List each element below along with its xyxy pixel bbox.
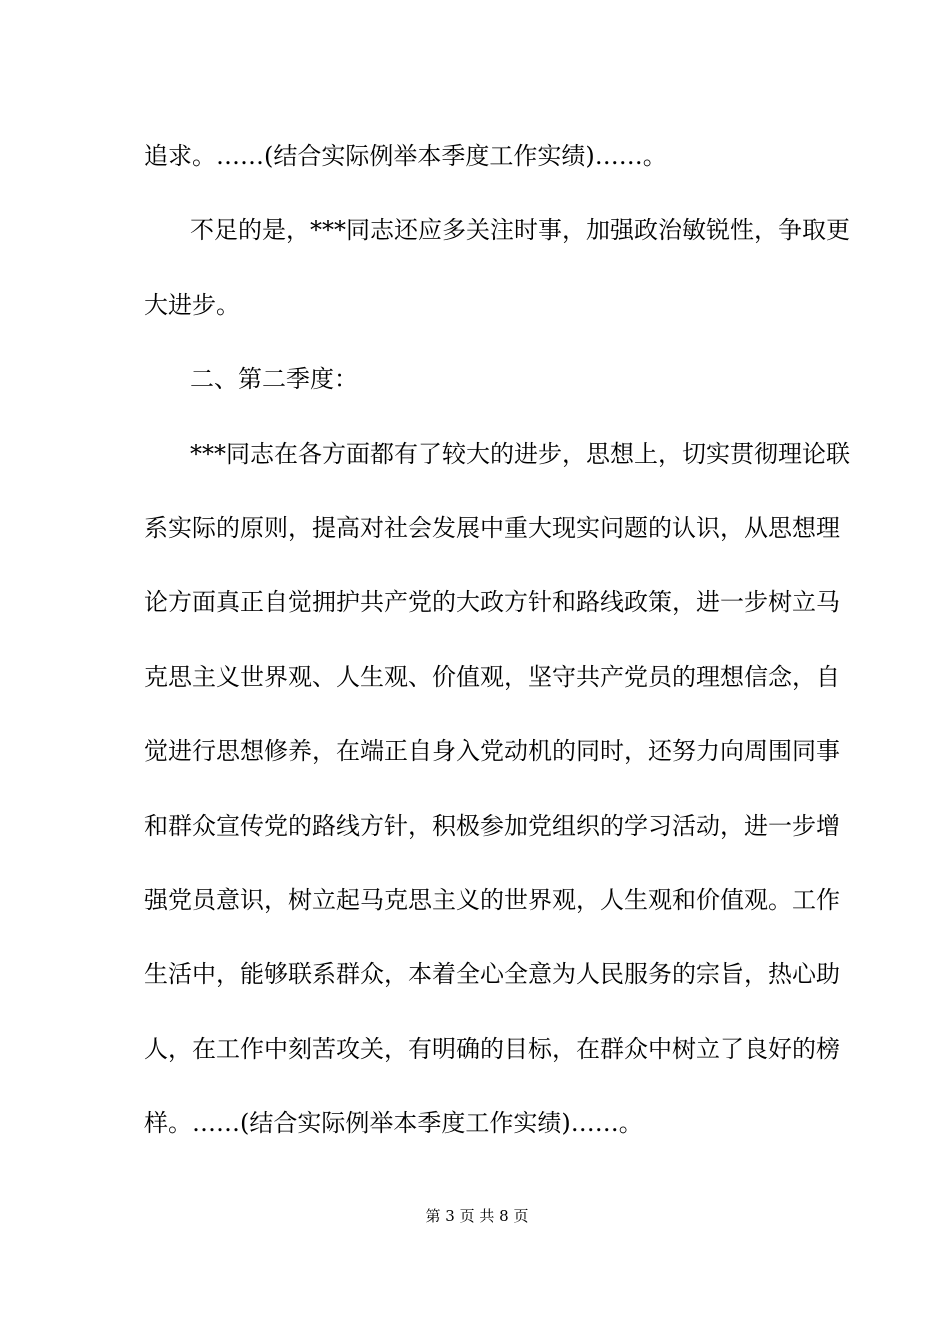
section-heading: 二、第二季度： [190, 365, 358, 394]
page-number-label: 第 3 页 共 8 页 [425, 1207, 529, 1225]
page-number-footer [0, 1206, 950, 1226]
text-line: 生活中，能够联系群众，本着全心全意为人民服务的宗旨，热心助 [144, 960, 840, 989]
text-line: ***同志在各方面都有了较大的进步，思想上，切实贯彻理论联 [190, 439, 850, 468]
text-line: 追求。……(结合实际例举本季度工作实绩)……。 [144, 142, 667, 170]
text-line: 觉进行思想修养，在端正自身入党动机的同时，还努力向周围同事 [144, 737, 840, 766]
text-line: 克思主义世界观、人生观、价值观，坚守共产党员的理想信念，自 [144, 662, 840, 691]
text-line: 论方面真正自觉拥护共产党的大政方针和路线政策，进一步树立马 [144, 588, 840, 617]
text-line: 不足的是，***同志还应多关注时事，加强政治敏锐性，争取更 [190, 216, 850, 245]
text-line: 大进步。 [144, 290, 240, 319]
text-line: 系实际的原则，提高对社会发展中重大现实问题的认识，从思想理 [144, 513, 840, 542]
text-line: 强党员意识，树立起马克思主义的世界观，人生观和价值观。工作 [144, 885, 840, 914]
text-line: 和群众宣传党的路线方针，积极参加党组织的学习活动，进一步增 [144, 811, 840, 840]
document-body [144, 134, 850, 1175]
text-line: 样。……(结合实际例举本季度工作实绩)……。 [144, 1109, 643, 1138]
text-line: 人，在工作中刻苦攻关，有明确的目标，在群众中树立了良好的榜 [144, 1034, 840, 1063]
